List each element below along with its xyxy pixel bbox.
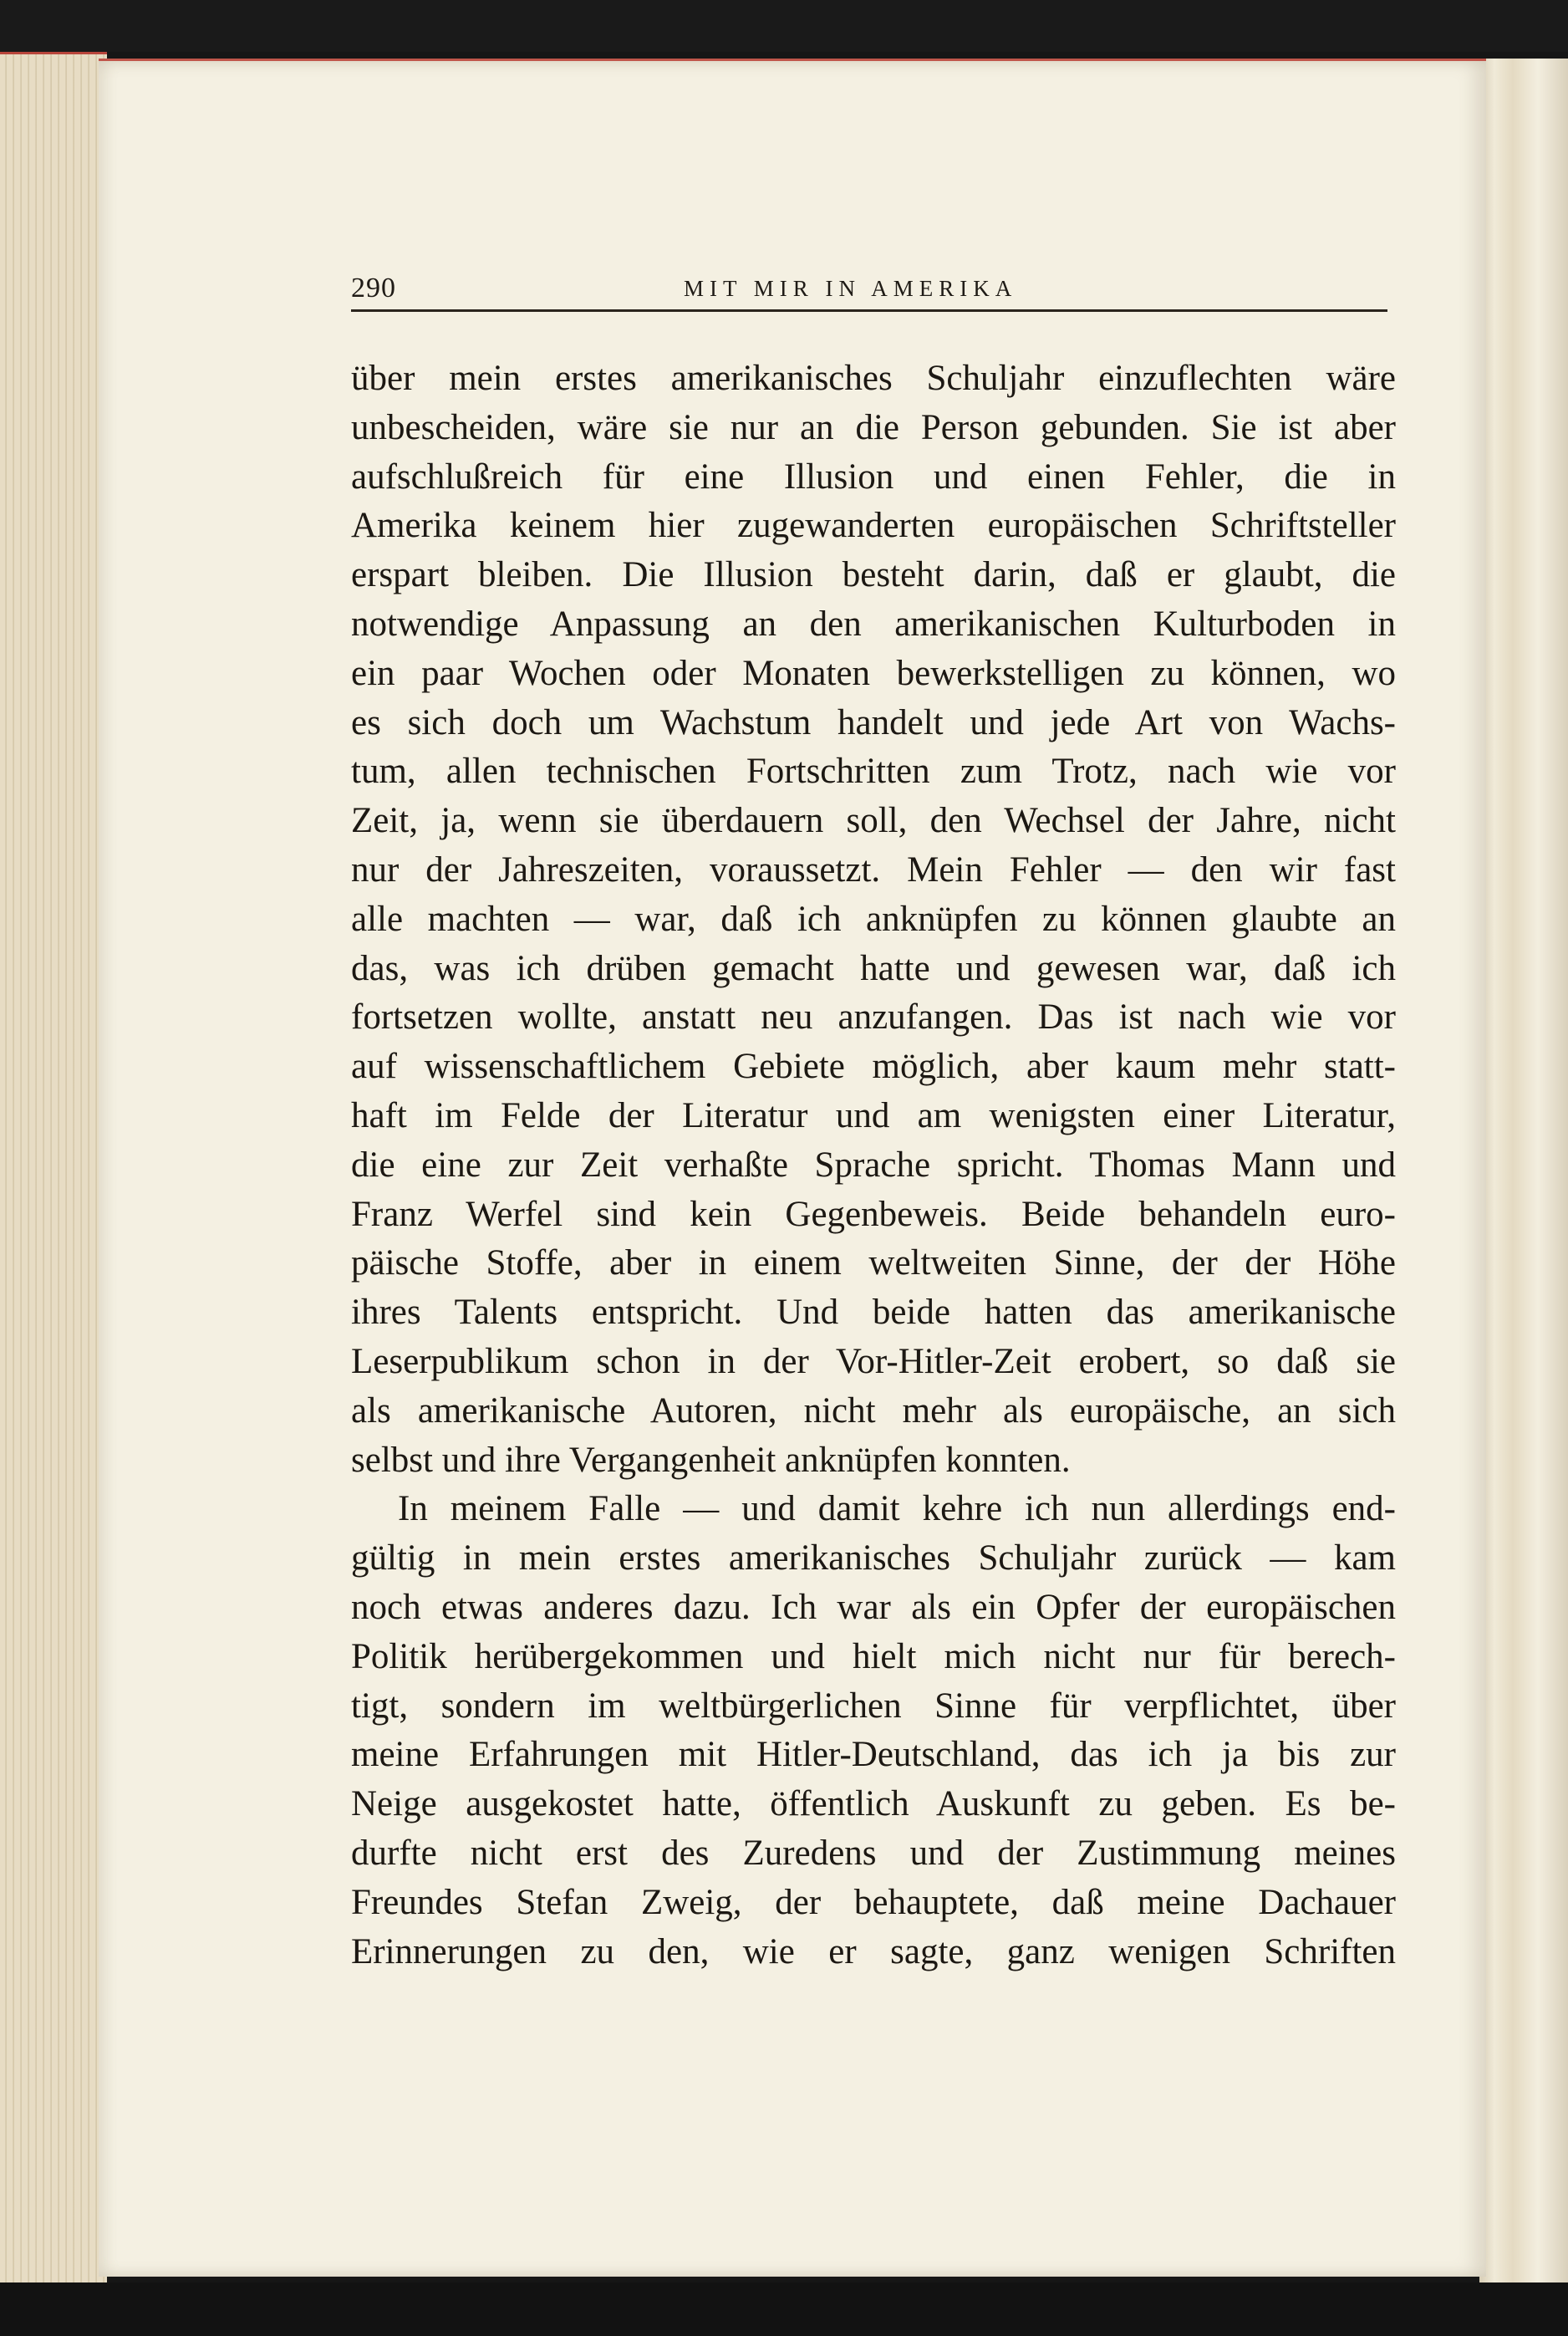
body-text — [351, 354, 1404, 1976]
text-line: notwendige Anpassung an den amerikanischen Kulturboden in — [351, 604, 1396, 644]
right-page-edges — [1479, 59, 1568, 2282]
text-line: tigt, sondern im weltbürgerlichen Sinne für verpflichtet, über — [351, 1686, 1396, 1726]
text-line: das, was ich drüben gemacht hatte und gewesen war, daß ich — [351, 948, 1396, 988]
page-number: 290 — [351, 273, 396, 303]
text-line: es sich doch um Wachstum handelt und jede Art von Wachs- — [351, 702, 1396, 742]
paragraph-first-line: In meinem Falle — und damit kehre ich nun allerdings end- — [398, 1489, 1396, 1529]
text-line: fortsetzen wollte, anstatt neu anzufangen. Das ist nach wie vor — [351, 997, 1396, 1038]
text-line: tum, allen technischen Fortschritten zum Trotz, nach wie vor — [351, 752, 1396, 792]
scan-background-top — [0, 0, 1568, 52]
text-line: noch etwas anderes dazu. Ich war als ein Opfer der europäischen — [351, 1587, 1396, 1627]
text-line: als amerikanische Autoren, nicht mehr als europäische, an sich — [351, 1390, 1396, 1431]
text-line: gültig in mein erstes amerikanisches Schuljahr zurück — kam — [351, 1538, 1396, 1579]
scan-background-bottom — [0, 2282, 1568, 2336]
text-line: unbescheiden, wäre sie nur an die Person gebunden. Sie ist aber — [351, 407, 1396, 447]
text-line: Zeit, ja, wenn sie überdauern soll, den Wechsel der Jahre, nicht — [351, 801, 1396, 841]
text-line: Politik herübergekommen und hielt mich nicht nur für berech- — [351, 1636, 1396, 1676]
left-page-edges — [0, 52, 107, 2287]
text-line: durfte nicht erst des Zuredens und der Zustimmung meines — [351, 1833, 1396, 1873]
text-line: Freundes Stefan Zweig, der behauptete, daß meine Dachauer — [351, 1882, 1396, 1922]
text-line: meine Erfahrungen mit Hitler-Deutschland, das ich ja bis zur — [351, 1735, 1396, 1775]
text-line: erspart bleiben. Die Illusion besteht darin, daß er glaubt, die — [351, 555, 1396, 595]
paragraph-last-line: selbst und ihre Vergangenheit anknüpfen konnten. — [351, 1440, 1071, 1480]
text-line: Amerika keinem hier zugewanderten europäischen Schriftsteller — [351, 506, 1396, 546]
text-line: alle machten — war, daß ich anknüpfen zu können glaubte an — [351, 899, 1396, 939]
text-line: päische Stoffe, aber in einem weltweiten Sinne, der der Höhe — [351, 1243, 1396, 1283]
text-line: haft im Felde der Literatur und am wenigsten einer Literatur, — [351, 1095, 1396, 1135]
text-line: aufschlußreich für eine Illusion und einen Fehler, die in — [351, 456, 1396, 497]
header-rule — [351, 309, 1387, 312]
text-line: auf wissenschaftlichem Gebiete möglich, aber kaum mehr statt- — [351, 1047, 1396, 1087]
text-line: die eine zur Zeit verhaßte Sprache spricht. Thomas Mann und — [351, 1145, 1396, 1185]
text-line: Leserpublikum schon in der Vor-Hitler-Zeit erobert, so daß sie — [351, 1341, 1396, 1381]
text-line: Erinnerungen zu den, wie er sagte, ganz wenigen Schriften — [351, 1931, 1396, 1971]
text-line: ein paar Wochen oder Monaten bewerkstelligen zu können, wo — [351, 653, 1396, 693]
text-line: nur der Jahreszeiten, voraussetzt. Mein Fehler — den wir fast — [351, 849, 1396, 890]
text-line: Franz Werfel sind kein Gegenbeweis. Beide behandeln euro- — [351, 1194, 1396, 1234]
text-line: ihres Talents entspricht. Und beide hatten das amerikanische — [351, 1293, 1396, 1333]
text-line: über mein erstes amerikanisches Schuljahr einzuflechten wäre — [351, 359, 1396, 398]
running-title: MIT MIR IN AMERIKA — [684, 276, 1018, 301]
text-line: Neige ausgekostet hatte, öffentlich Auskunft zu geben. Es be- — [351, 1784, 1396, 1824]
